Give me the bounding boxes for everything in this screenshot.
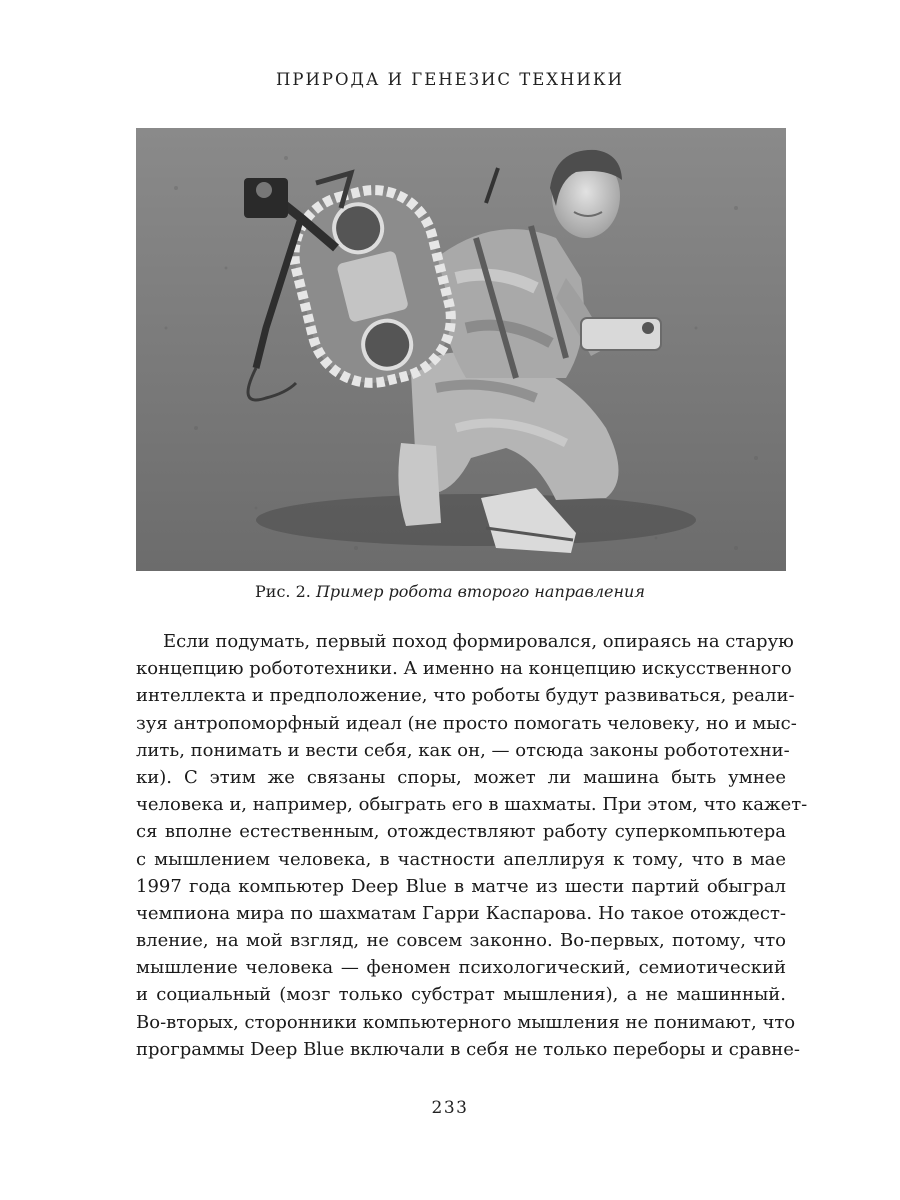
figure-photo (136, 128, 786, 571)
text-line: Во-вторых, сторонники компьютерного мышления не понимают, что (136, 1011, 796, 1033)
text-line: вление, на мой взгляд, не совсем законно. Во-первых, потому, что (136, 930, 786, 952)
caption-label: Рис. 2. (255, 582, 311, 601)
text-line: с мышлением человека, в частности апеллируя к тому, что в мае (136, 848, 786, 870)
running-head: ПРИРОДА И ГЕНЕЗИС ТЕХНИКИ (276, 70, 624, 89)
text-line: Если подумать, первый поход формировался, опираясь на старую (163, 631, 794, 652)
text-line: ся вполне естественным, отождествляют работу суперкомпьютера (136, 821, 786, 843)
text-line: мышление человека — феномен психологический, семиотический (136, 957, 786, 979)
text-line: человека и, например, обыграть его в шахматы. При этом, что кажет- (136, 794, 808, 816)
figure-caption (0, 582, 900, 601)
text-line: 1997 года компьютер Deep Blue в матче из шести партий обыграл (136, 875, 786, 897)
page-number: 233 (431, 1098, 469, 1118)
photo-woman-with-tracked-robot-backpack-icon (136, 128, 786, 571)
text-line: зуя антропоморфный идеал (не просто помогать человеку, но и мыс- (136, 712, 797, 734)
text-line: чемпиона мира по шахматам Гарри Каспарова. Но такое отождест- (136, 902, 786, 924)
caption-text: Пример робота второго направления (315, 582, 645, 601)
text-line: ки). С этим же связаны споры, может ли машина быть умнее (136, 766, 786, 788)
text-line: и социальный (мозг только субстрат мышления), а не машинный. (136, 984, 786, 1006)
text-line: интеллекта и предположение, что роботы будут развиваться, реали- (136, 685, 795, 707)
body-paragraph (136, 628, 808, 1063)
text-line: концепцию робототехники. А именно на концепцию искусственного (136, 658, 792, 680)
text-line: лить, понимать и вести себя, как он, — отсюда законы робототехни- (136, 739, 790, 761)
text-line: программы Deep Blue включали в себя не только переборы и сравне- (136, 1038, 800, 1060)
